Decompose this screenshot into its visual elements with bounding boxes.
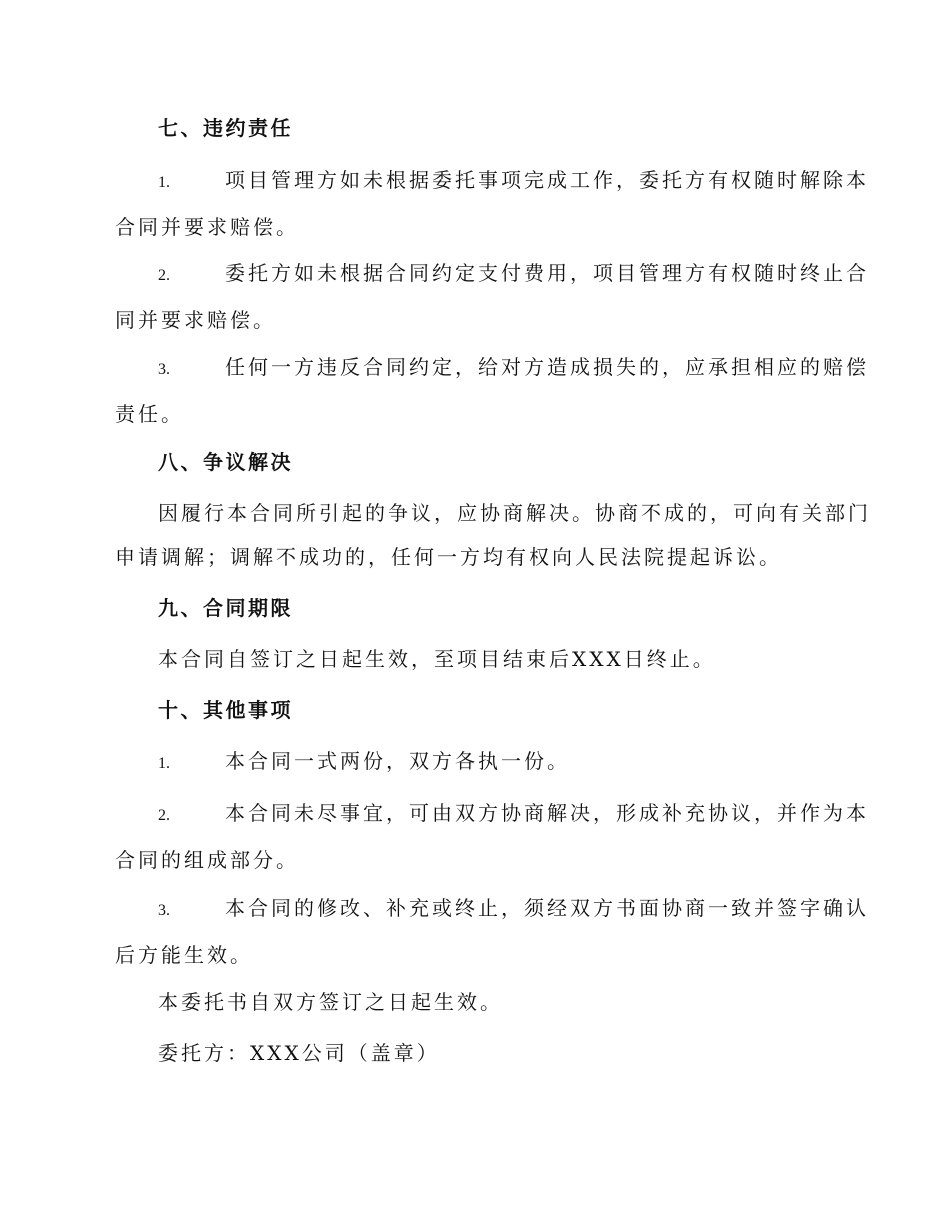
section-heading-other-matters: 十、其他事项 <box>158 698 293 722</box>
signature-line: 委托方：XXX公司（盖章） <box>158 1041 440 1065</box>
signature-block <box>115 1039 835 1067</box>
item-number: 3. <box>158 902 170 919</box>
paragraph <box>115 645 835 673</box>
item-number: 2. <box>158 807 170 824</box>
item-number: 1. <box>158 174 170 191</box>
list-item <box>115 799 869 874</box>
list-item <box>115 747 835 778</box>
section-heading-dispute-resolution: 八、争议解决 <box>158 450 293 474</box>
item-text-line1: 本合同的修改、补充或终止，须经双方书面协商一致并签字确认 <box>225 896 869 920</box>
paragraph <box>115 499 871 571</box>
list-item <box>115 259 869 334</box>
item-text-line1: 本合同一式两份，双方各执一份。 <box>225 749 570 773</box>
item-number: 3. <box>158 361 170 378</box>
list-item <box>115 166 869 241</box>
item-text-line2: 同并要求赔偿。 <box>115 308 276 332</box>
closing-paragraph <box>115 988 835 1016</box>
paragraph-text: 本合同自签订之日起生效，至项目结束后XXX日终止。 <box>158 647 716 671</box>
paragraph-line1: 因履行本合同所引起的争议，应协商解决。协商不成的，可向有关部门 <box>158 501 871 525</box>
closing-text: 本委托书自双方签订之日起生效。 <box>158 990 503 1014</box>
item-text-line2: 后方能生效。 <box>115 943 253 967</box>
list-item <box>115 894 869 969</box>
item-text-line1: 本合同未尽事宜，可由双方协商解决，形成补充协议，并作为本 <box>225 801 869 825</box>
item-number: 2. <box>158 267 170 284</box>
item-text-line2: 合同的组成部分。 <box>115 848 299 872</box>
list-item <box>115 353 869 428</box>
item-text-line1: 委托方如未根据合同约定支付费用，项目管理方有权随时终止合 <box>225 261 869 285</box>
paragraph-line2: 申请调解；调解不成功的，任何一方均有权向人民法院提起诉讼。 <box>115 545 782 569</box>
item-text-line1: 任何一方违反合同约定，给对方造成损失的，应承担相应的赔偿 <box>225 355 869 379</box>
item-text-line2: 责任。 <box>115 402 184 426</box>
item-number: 1. <box>158 755 170 772</box>
item-text-line2: 合同并要求赔偿。 <box>115 215 299 239</box>
section-heading-breach-liability: 七、违约责任 <box>158 116 293 140</box>
section-heading-contract-term: 九、合同期限 <box>158 596 293 620</box>
item-text-line1: 项目管理方如未根据委托事项完成工作，委托方有权随时解除本 <box>225 168 869 192</box>
